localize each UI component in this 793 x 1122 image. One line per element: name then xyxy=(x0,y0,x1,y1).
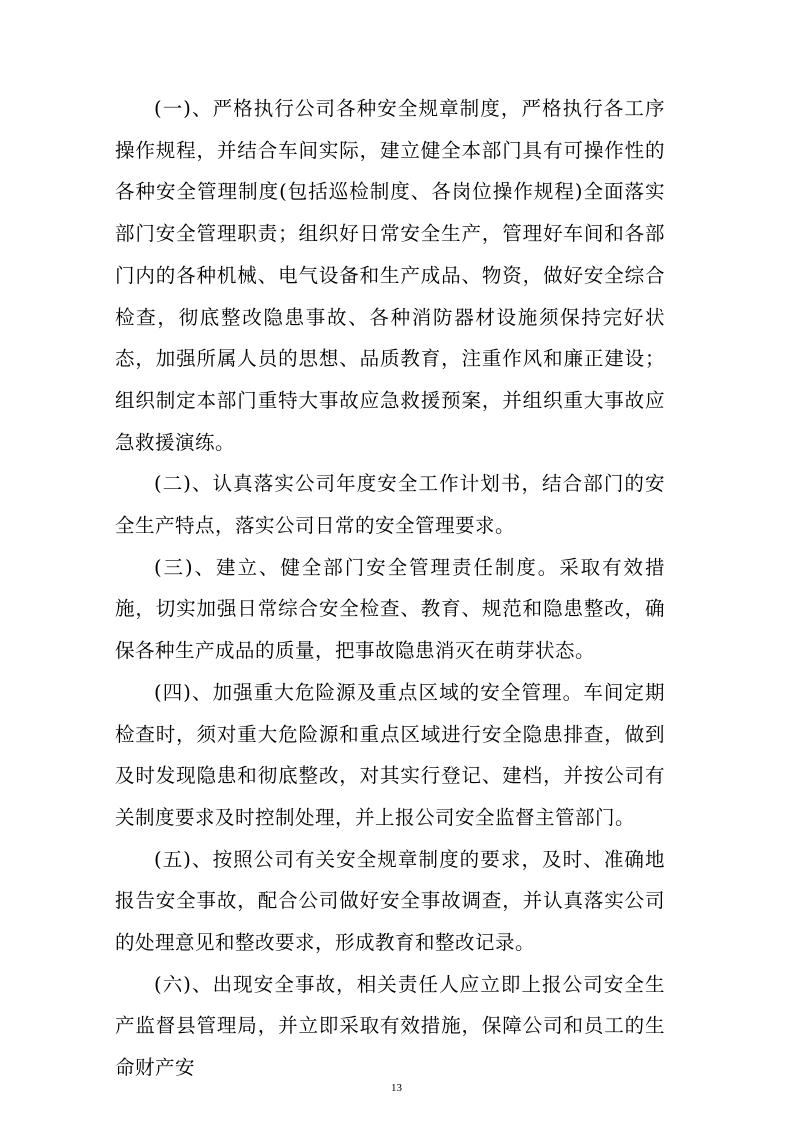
paragraph-4: (四)、加强重大危险源及重点区域的安全管理。车间定期检查时，须对重大危险源和重点区域进行安全隐患排查，做到及时发现隐患和彻底整改，对其实行登记、建档，并按公司有关制度要求及时控制处理，并上报公司安全监督主管部门。 xyxy=(115,680,665,829)
paragraph-6: (六)、出现安全事故，相关责任人应立即上报公司安全生产监督县管理局，并立即采取有效措施，保障公司和员工的生命财产安 xyxy=(115,972,665,1080)
paragraph-3: (三)、建立、健全部门安全管理责任制度。采取有效措施，切实加强日常综合安全检查、教育、规范和隐患整改，确保各种生产成品的质量，把事故隐患消灭在萌芽状态。 xyxy=(115,555,665,663)
paragraph-1: (一)、严格执行公司各种安全规章制度，严格执行各工序操作规程，并结合车间实际，建立健全本部门具有可操作性的各种安全管理制度(包括巡检制度、各岗位操作规程)全面落实部门安全管理职责；组织好日常安全生产，管理好车间和各部门内的各种机械、电气设备和生产成品、物资，做好安全综合检查，彻底整改隐患事故、各种消防器材设施须保持完好状态，加强所属人员的思想、品质教育，注重作风和廉正建设；组织制定本部门重特大事故应急救援预案，并组织重大事故应急救援演练。 xyxy=(115,97,665,454)
body-text xyxy=(115,88,665,1089)
paragraph-5: (五)、按照公司有关安全规章制度的要求，及时、准确地报告安全事故，配合公司做好安全事故调查，并认真落实公司的处理意见和整改要求，形成教育和整改记录。 xyxy=(115,847,665,955)
page-number: 13 xyxy=(391,1082,402,1094)
paragraph-2: (二)、认真落实公司年度安全工作计划书，结合部门的安全生产特点，落实公司日常的安全管理要求。 xyxy=(115,472,665,538)
